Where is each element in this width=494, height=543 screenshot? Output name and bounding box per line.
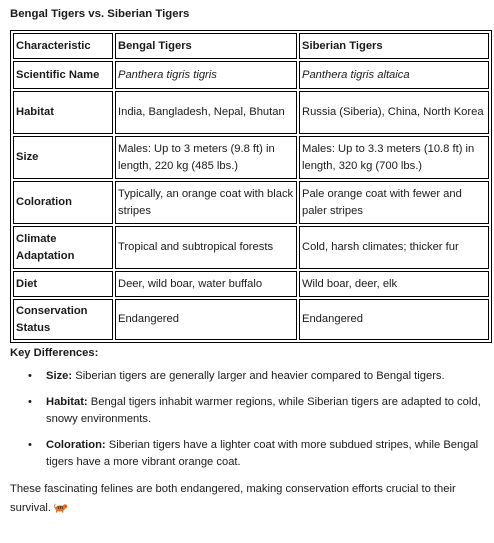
table-row — [13, 271, 489, 297]
list-item — [28, 394, 486, 428]
table-header-cell: Siberian Tigers — [299, 33, 489, 59]
table-row — [13, 91, 489, 134]
table-row — [13, 226, 489, 269]
list-item-label: Size: — [46, 370, 73, 382]
table-row — [13, 61, 489, 89]
table-cell: India, Bangladesh, Nepal, Bhutan — [115, 91, 297, 134]
tiger-icon — [54, 501, 68, 520]
table-cell: Conservation Status — [13, 299, 113, 340]
table-cell: Pale orange coat with fewer and paler stripes — [299, 181, 489, 224]
table-cell: Males: Up to 3 meters (9.8 ft) in length, 220 kg (485 lbs.) — [115, 136, 297, 179]
list-item — [28, 368, 486, 385]
bullet: • — [28, 439, 32, 451]
closing-text: These fascinating felines are both endangered, making conservation efforts crucial to their survival. — [10, 483, 456, 514]
document — [10, 6, 486, 520]
table-cell: Wild boar, deer, elk — [299, 271, 489, 297]
table-cell: Typically, an orange coat with black stripes — [115, 181, 297, 224]
table-cell: Endangered — [115, 299, 297, 340]
table-cell: Diet — [13, 271, 113, 297]
table-cell: Cold, harsh climates; thicker fur — [299, 226, 489, 269]
table-cell: Deer, wild boar, water buffalo — [115, 271, 297, 297]
list-item-label: Habitat: — [46, 396, 88, 408]
bullet: • — [28, 370, 32, 382]
table-cell: Habitat — [13, 91, 113, 134]
table-cell: Panthera tigris tigris — [115, 61, 297, 89]
key-differences-list — [10, 368, 486, 471]
list-item — [28, 437, 486, 471]
table-header-row — [13, 33, 489, 59]
table-row — [13, 299, 489, 340]
closing-paragraph — [10, 480, 486, 520]
document-title: Bengal Tigers vs. Siberian Tigers — [10, 8, 190, 20]
table-cell: Russia (Siberia), China, North Korea — [299, 91, 489, 134]
list-item-text: Siberian tigers have a lighter coat with more subdued stripes, while Bengal tigers have a more vibrant orange coat. — [46, 439, 479, 468]
key-differences-heading: Key Differences: — [10, 347, 99, 359]
table-cell: Scientific Name — [13, 61, 113, 89]
bullet: • — [28, 396, 32, 408]
list-item-text: Siberian tigers are generally larger and heavier compared to Bengal tigers. — [72, 370, 445, 382]
table-header-cell: Bengal Tigers — [115, 33, 297, 59]
table-cell: Males: Up to 3.3 meters (10.8 ft) in length, 320 kg (700 lbs.) — [299, 136, 489, 179]
table-row — [13, 136, 489, 179]
list-item-label: Coloration: — [46, 439, 106, 451]
table-header-cell: Characteristic — [13, 33, 113, 59]
table-cell: Panthera tigris altaica — [299, 61, 489, 89]
table-row — [13, 181, 489, 224]
table-cell: Coloration — [13, 181, 113, 224]
table-cell: Endangered — [299, 299, 489, 340]
table-cell: Size — [13, 136, 113, 179]
comparison-table — [10, 30, 492, 343]
table-cell: Climate Adaptation — [13, 226, 113, 269]
table-cell: Tropical and subtropical forests — [115, 226, 297, 269]
list-item-text: Bengal tigers inhabit warmer regions, while Siberian tigers are adapted to cold, snowy environments. — [46, 396, 481, 425]
